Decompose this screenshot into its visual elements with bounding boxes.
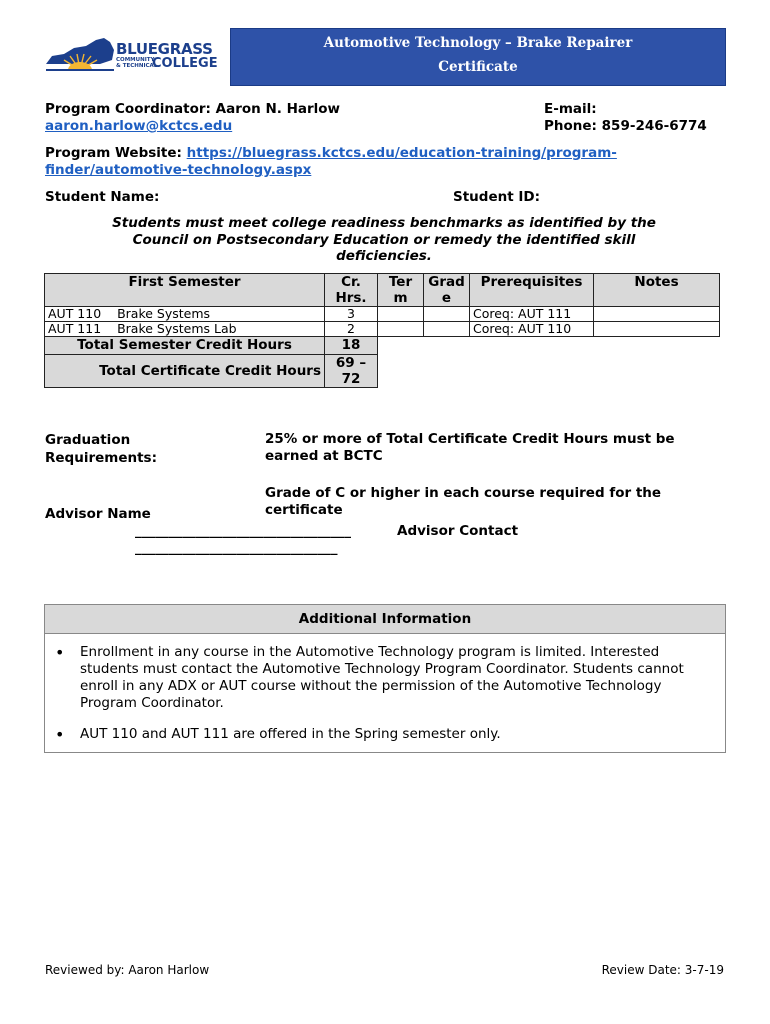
- coordinator-line: Program Coordinator: Aaron N. Harlow: [45, 101, 341, 117]
- coordinator-name: Aaron N. Harlow: [215, 101, 341, 117]
- course-cell: AUT 111 Brake Systems Lab: [45, 322, 325, 337]
- logo-text-bluegrass: BLUEGRASS: [116, 40, 213, 58]
- bullet-icon: •: [55, 725, 65, 744]
- bullet-icon: •: [55, 643, 65, 662]
- page-title: Automotive Technology – Brake Repairer: [323, 35, 633, 51]
- additional-info-heading: Additional Information: [45, 605, 725, 634]
- advisor-name-label: Advisor Name: [45, 506, 151, 522]
- course-grade: [424, 322, 470, 337]
- table-header-row: [45, 274, 720, 307]
- certificate-total-row: [45, 355, 720, 388]
- course-table: [44, 273, 720, 388]
- student-id-label: Student ID:: [453, 189, 540, 205]
- course-term: [378, 322, 424, 337]
- page-subtitle: Certificate: [438, 59, 518, 75]
- header-prerequisites: Prerequisites: [470, 274, 594, 307]
- program-website: Program Website: https://bluegrass.kctcs.edu/education-training/program- finder/automotive-technology.aspx: [45, 145, 617, 178]
- course-grade: [424, 307, 470, 322]
- logo-text-college: COLLEGE: [152, 56, 218, 71]
- additional-info-item-1: Enrollment in any course in the Automotive Technology program is limited. Interested students must contact the Automotive Technology Program Coordinator. Students cannot enroll in any ADX or AUT course without the permission of the Automotive Technology Program Coordinator.: [80, 644, 684, 711]
- phone-line: Phone: 859-246-6774: [544, 118, 707, 134]
- requirement-2: Grade of C or higher in each course required for the certificate: [265, 485, 662, 518]
- semester-total-row: [45, 337, 720, 355]
- course-cell: AUT 110 Brake Systems: [45, 307, 325, 322]
- website-link-part2[interactable]: finder/automotive-technology.aspx: [45, 162, 312, 178]
- review-date: Review Date: 3-7-19: [601, 963, 724, 977]
- certificate-total-value: 69 – 72: [325, 355, 378, 388]
- advisor-contact-line: ______________________________: [135, 540, 338, 556]
- student-name-label: Student Name:: [45, 189, 160, 205]
- course-term: [378, 307, 424, 322]
- logo-text-community: COMMUNITY & TECHNICAL: [116, 57, 158, 69]
- course-prereq: Coreq: AUT 111: [470, 307, 594, 322]
- phone-number: 859-246-6774: [601, 118, 707, 134]
- requirement-1: 25% or more of Total Certificate Credit Hours must be earned at BCTC: [265, 431, 675, 464]
- course-prereq: Coreq: AUT 110: [470, 322, 594, 337]
- advisor-contact-label: Advisor Contact: [397, 523, 519, 539]
- header-notes: Notes: [594, 274, 720, 307]
- email-label: E-mail:: [544, 101, 597, 117]
- header-grade: Grad e: [424, 274, 470, 307]
- course-hours: 3: [325, 307, 378, 322]
- coordinator-email-link[interactable]: aaron.harlow@kctcs.edu: [45, 118, 233, 134]
- kentucky-sunburst-icon: [44, 36, 116, 74]
- readiness-notice: Students must meet college readiness benchmarks as identified by the Council on Postsecondary Education or remedy the identified skill deficiencies.: [112, 215, 656, 264]
- course-hours: 2: [325, 322, 378, 337]
- certificate-total-label: Total Certificate Credit Hours: [45, 355, 325, 388]
- header-term: Ter m: [378, 274, 424, 307]
- semester-total-value: 18: [325, 337, 378, 355]
- header-first-semester: First Semester: [45, 274, 325, 307]
- table-row: [45, 322, 720, 337]
- graduation-label: Graduation Requirements:: [45, 432, 157, 466]
- website-link-part1[interactable]: https://bluegrass.kctcs.edu/education-training/program-: [186, 145, 617, 161]
- course-notes: [594, 307, 720, 322]
- reviewed-by: Reviewed by: Aaron Harlow: [45, 963, 210, 977]
- title-banner: [230, 28, 726, 86]
- header-credit-hours: Cr. Hrs.: [325, 274, 378, 307]
- advisor-name-line: ________________________________: [135, 523, 351, 539]
- table-row: [45, 307, 720, 322]
- college-logo: [44, 36, 218, 74]
- additional-info-box: [44, 604, 726, 753]
- additional-info-item-2: AUT 110 and AUT 111 are offered in the Spring semester only.: [80, 726, 501, 742]
- semester-total-label: Total Semester Credit Hours: [45, 337, 325, 355]
- course-notes: [594, 322, 720, 337]
